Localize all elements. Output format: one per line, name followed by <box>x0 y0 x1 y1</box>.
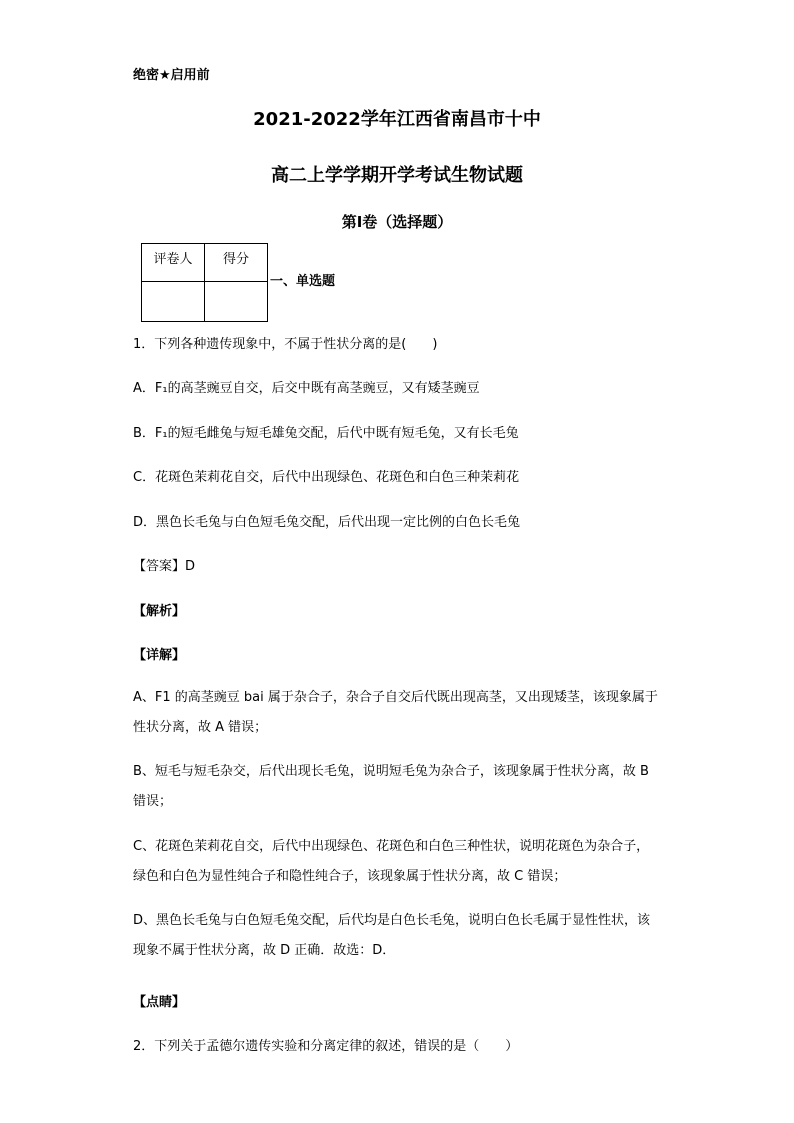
question-1-stem: 1．下列各种遗传现象中，不属于性状分离的是( ) <box>133 337 438 352</box>
question-2-stem: 2．下列关于孟德尔遗传实验和分离定律的叙述，错误的是（ ） <box>133 1039 519 1054</box>
explanation-b: B、短毛与短毛杂交，后代出现长毛兔，说明短毛兔为杂合子，该现象属于性状分离，故 B 错误； <box>133 764 649 809</box>
exam-title-line2: 高二上学学期开学考试生物试题 <box>271 165 523 186</box>
secret-mark: 绝密★启用前 <box>133 68 210 83</box>
section-heading: 一、单选题 <box>270 274 336 289</box>
score-table-header-grader: 评卷人 <box>142 244 205 282</box>
score-table-cell-grader <box>142 282 205 322</box>
question-1-option-c: C．花斑色茉莉花自交，后代中出现绿色、花斑色和白色三种茉莉花 <box>133 470 520 485</box>
explanation-d: D、黑色长毛兔与白色短毛兔交配，后代均是白色长毛兔，说明白色长毛属于显性性状，该现象不属于性状分离，故 D 正确．故选：D． <box>133 913 651 958</box>
explanation-a: A、F1 的高茎豌豆 bai 属于杂合子，杂合子自交后代既出现高茎，又出现矮茎，该现象属于性状分离，故 A 错误； <box>133 690 658 735</box>
analysis-label: 【解析】 <box>133 604 186 619</box>
question-1-option-a: A．F₁的高茎豌豆自交，后交中既有高茎豌豆，又有矮茎豌豆 <box>133 381 480 396</box>
score-table-cell-score <box>205 282 268 322</box>
answer-label: 【答案】D <box>133 559 196 574</box>
score-table-header-score: 得分 <box>205 244 268 282</box>
exam-title-line1: 2021-2022学年江西省南昌市十中 <box>253 109 541 130</box>
explanation-c: C、花斑色茉莉花自交，后代中出现绿色、花斑色和白色三种性状，说明花斑色为杂合子，绿色和白色为显性纯合子和隐性纯合子，该现象属于性状分离，故 C 错误； <box>133 839 650 884</box>
question-1-option-b: B．F₁的短毛雌兔与短毛雄兔交配，后代中既有短毛兔，又有长毛兔 <box>133 426 519 441</box>
comment-label: 【点睛】 <box>133 995 186 1010</box>
score-table <box>141 243 268 322</box>
volume-heading: 第I卷（选择题） <box>341 213 453 231</box>
detail-label: 【详解】 <box>133 648 186 663</box>
question-1-option-d: D．黑色长毛兔与白色短毛兔交配，后代出现一定比例的白色长毛兔 <box>133 515 521 530</box>
